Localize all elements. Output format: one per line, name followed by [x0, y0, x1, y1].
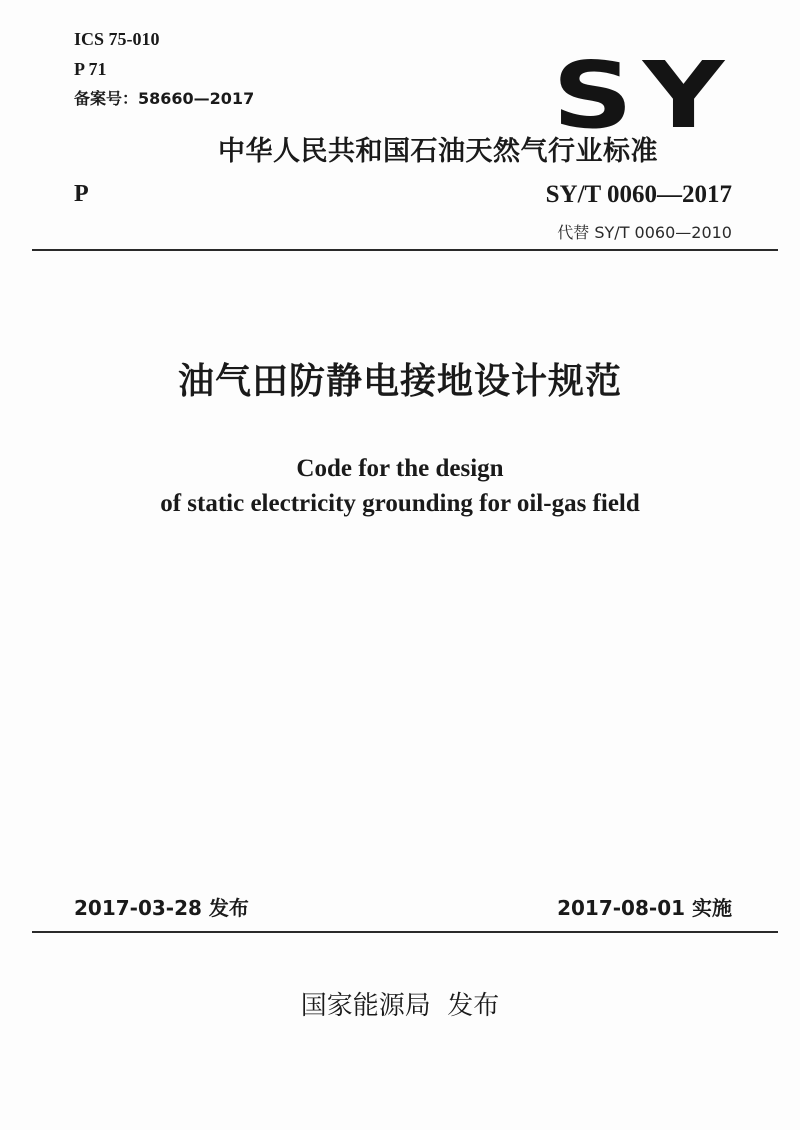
- top-divider: [32, 249, 778, 251]
- classification-code: P 71: [74, 59, 107, 79]
- sy-logo: SY: [552, 42, 734, 149]
- class-letter: P: [74, 181, 89, 207]
- issue-date: 2017-03-28 发布: [74, 896, 249, 920]
- bottom-divider: [32, 931, 778, 933]
- english-title-line-2: of static electricity grounding for oil-gas field: [160, 490, 640, 517]
- replaces-standard: 代替 SY/T 0060—2010: [557, 223, 732, 242]
- industry-standard-title: 中华人民共和国石油天然气行业标准: [218, 136, 658, 167]
- ics-code: ICS 75-010: [74, 29, 160, 49]
- record-number: 备案号：58660—2017: [74, 89, 255, 108]
- implementation-date: 2017-08-01 实施: [557, 896, 732, 920]
- chinese-title: 油气田防静电接地设计规范: [177, 361, 622, 402]
- standard-number: SY/T 0060—2017: [545, 181, 732, 208]
- english-title-line-1: Code for the design: [296, 455, 504, 482]
- publisher: 国家能源局 发布: [300, 991, 500, 1021]
